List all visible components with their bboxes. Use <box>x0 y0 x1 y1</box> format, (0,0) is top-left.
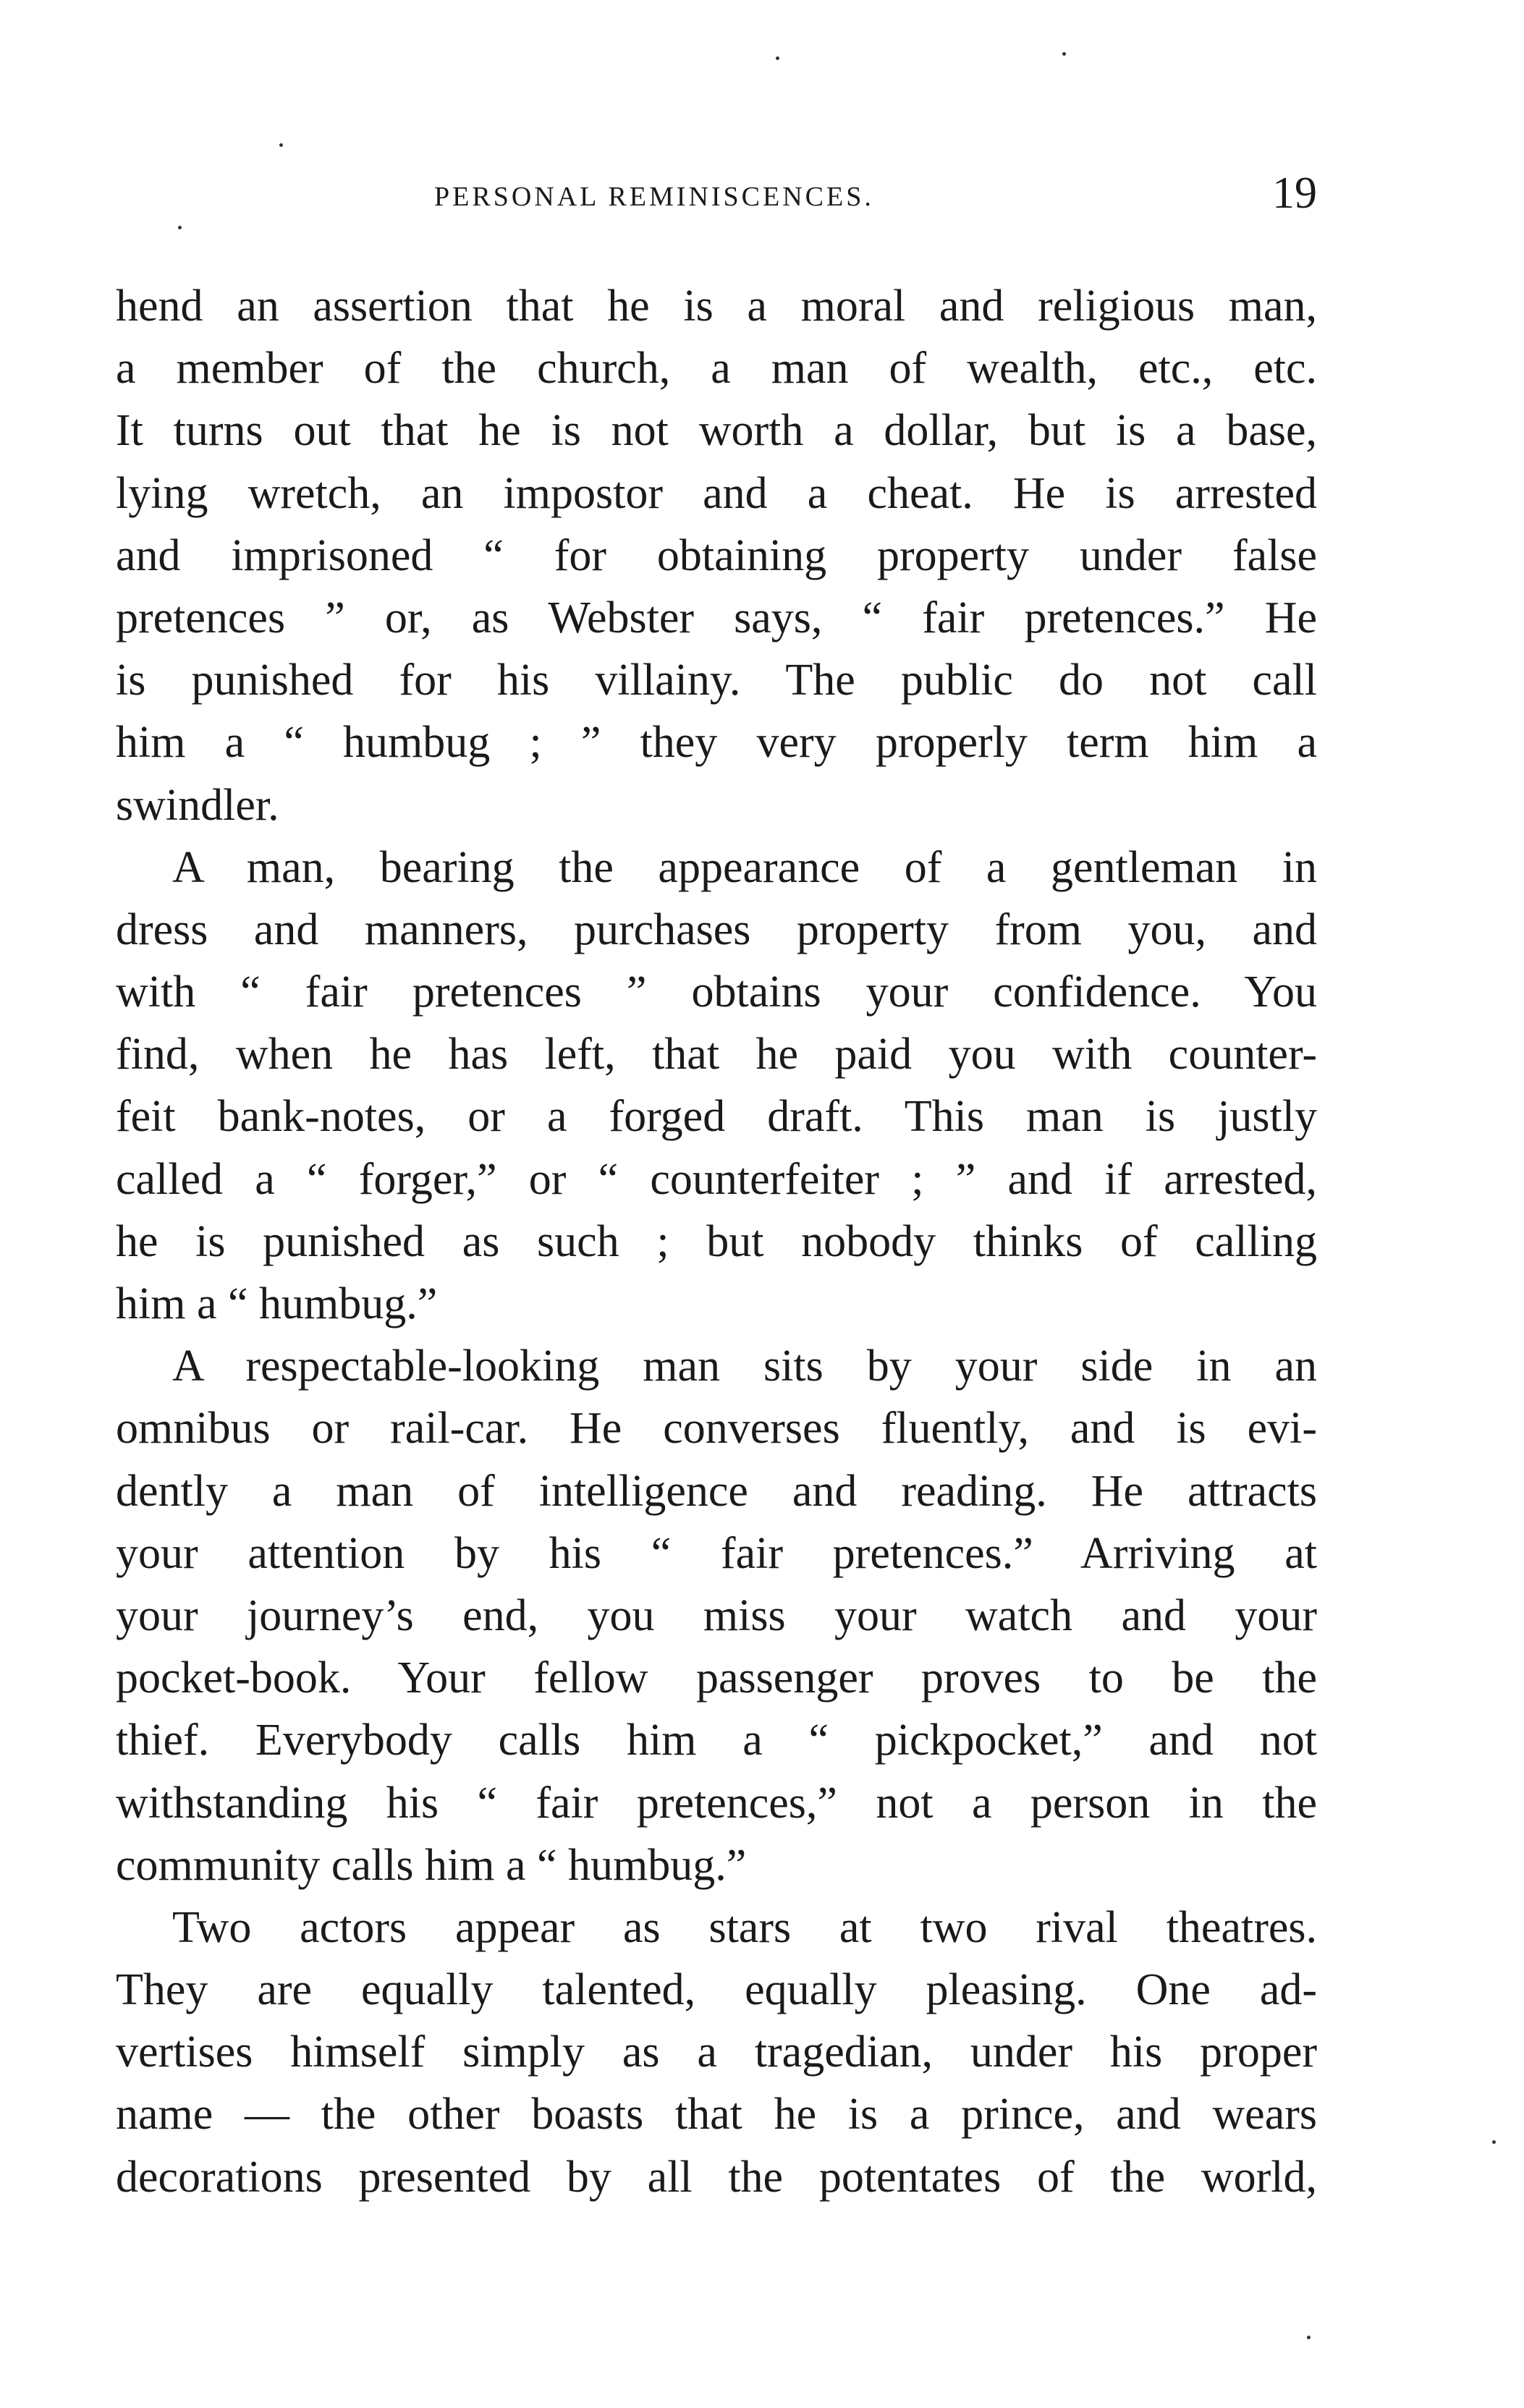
text-line: pocket-book. Your fellow passenger proves to be the <box>116 1653 1317 1703</box>
text-line: dress and manners, purchases property from you, and <box>116 904 1317 954</box>
text-line: swindler. <box>116 780 279 830</box>
text-line: lying wretch, an impostor and a cheat. He is arrested <box>116 468 1317 518</box>
print-speck <box>1062 52 1066 56</box>
text-line: with “ fair pretences ” obtains your confidence. You <box>116 967 1317 1017</box>
text-line: called a “ forger,” or “ counterfeiter ; ” and if arrested, <box>116 1154 1317 1204</box>
text-line: dently a man of intelligence and reading. He attracts <box>116 1466 1317 1516</box>
page-number: 19 <box>1272 169 1317 218</box>
print-speck <box>776 56 779 60</box>
text-line: find, when he has left, that he paid you with counter- <box>116 1030 1317 1080</box>
print-speck <box>1307 2336 1311 2339</box>
text-line: withstanding his “ fair pretences,” not a person in the <box>116 1778 1317 1828</box>
text-line: your journey’s end, you miss your watch and your <box>116 1590 1317 1640</box>
text-line: omnibus or rail-car. He converses fluently, and is evi- <box>116 1404 1317 1454</box>
text-line: Two actors appear as stars at two rival theatres. <box>172 1902 1317 1952</box>
text-line: It turns out that he is not worth a dollar, but is a base, <box>116 406 1317 456</box>
text-line: A man, bearing the appearance of a gentleman in <box>172 842 1317 892</box>
print-speck <box>178 226 182 229</box>
text-line: community calls him a “ humbug.” <box>116 1840 747 1890</box>
text-line: him a “ humbug.” <box>116 1279 438 1328</box>
text-line: is punished for his villainy. The public do not call <box>116 656 1317 705</box>
running-head: PERSONAL REMINISCENCES. <box>434 182 874 212</box>
page-header <box>116 168 1317 233</box>
text-line: vertises himself simply as a tragedian, under his proper <box>116 2027 1317 2077</box>
print-speck <box>1492 2140 1496 2144</box>
text-line: name — the other boasts that he is a prince, and wears <box>116 2090 1317 2140</box>
text-line: feit bank-notes, or a forged draft. This man is justly <box>116 1092 1317 1142</box>
text-line: a member of the church, a man of wealth, etc., etc. <box>116 344 1317 394</box>
text-line: pretences ” or, as Webster says, “ fair pretences.” He <box>116 593 1317 643</box>
text-line: hend an assertion that he is a moral and religious man, <box>116 281 1317 331</box>
text-line: thief. Everybody calls him a “ pickpocket,” and not <box>116 1716 1317 1765</box>
text-line: your attention by his “ fair pretences.” Arriving at <box>116 1528 1317 1578</box>
text-line: he is punished as such ; but nobody thinks of calling <box>116 1216 1317 1266</box>
text-line: They are equally talented, equally pleasing. One ad- <box>116 1965 1317 2015</box>
text-line: decorations presented by all the potentates of the world, <box>116 2152 1317 2202</box>
body-text <box>116 275 1317 2208</box>
text-line: and imprisoned “ for obtaining property under false <box>116 530 1317 580</box>
text-line: A respectable-looking man sits by your side in an <box>172 1341 1317 1391</box>
text-line: him a “ humbug ; ” they very properly term him a <box>116 718 1317 768</box>
print-speck <box>279 143 283 147</box>
